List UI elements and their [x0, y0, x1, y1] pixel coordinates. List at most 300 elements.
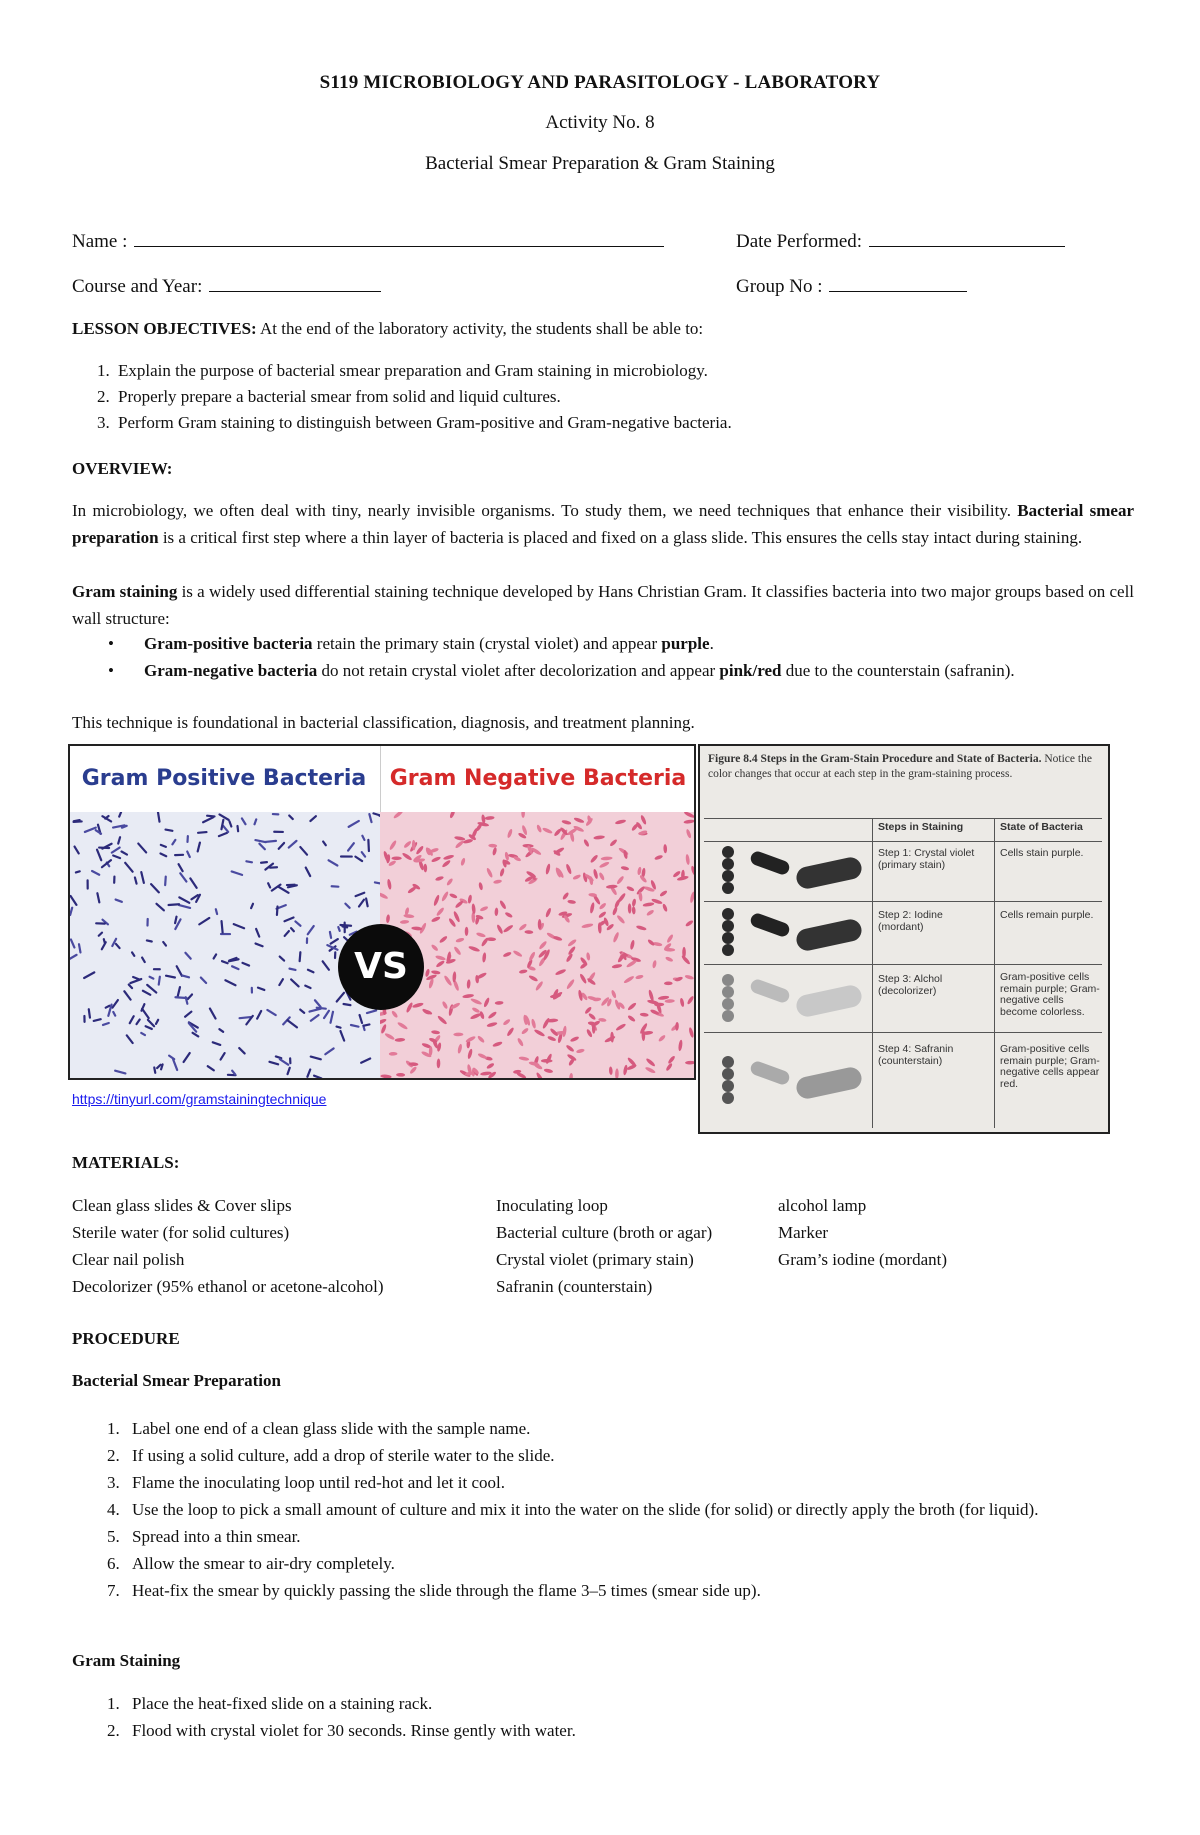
coccus-cell [722, 908, 734, 920]
gram-negative-cell [612, 906, 619, 916]
gram-positive-cell [257, 1011, 261, 1019]
gram-positive-cell [362, 852, 365, 857]
gram-negative-cell [612, 964, 623, 969]
gram-negative-cell [507, 828, 514, 838]
gram-negative-cell [493, 879, 502, 884]
gram-negative-cell [400, 920, 410, 925]
gram-negative-cell [667, 1055, 676, 1065]
figure-caption [708, 752, 1100, 782]
gram-positive-cell [113, 855, 120, 858]
gram-negative-cell [663, 844, 667, 853]
gram-negative-cell [616, 875, 625, 885]
gram-positive-cell [148, 1020, 154, 1026]
gram-negative-cell [397, 1021, 409, 1030]
gram-negative-cell [623, 975, 635, 984]
gram-negative-cell [588, 1012, 597, 1020]
gram-positive-cell [210, 1009, 216, 1019]
gram-negative-cell [454, 900, 464, 909]
material-item: Gram’s iodine (mordant) [778, 1250, 948, 1269]
gram-positive-cell [232, 966, 238, 969]
gram-negative-cell [589, 902, 595, 914]
overview-bold-term: Bacterial smear preparation [72, 501, 1134, 547]
gram-positive-cell [344, 1004, 351, 1005]
gram-negative-cell [547, 1035, 557, 1042]
gram-positive-cell [166, 830, 173, 831]
gram-negative-cell [593, 869, 599, 880]
gram-positive-cell [280, 957, 284, 961]
gram-negative-cell [453, 1033, 463, 1037]
gram-positive-cell [76, 871, 80, 872]
gram-positive-cell [288, 1068, 290, 1074]
overview-text: In microbiology, we often deal with tiny, nearly invisible organisms. To study them, we need techniques that enhance their visibility. [72, 501, 1018, 520]
gram-negative-cell [598, 911, 607, 919]
gram-positive-cell [225, 980, 235, 985]
material-item: alcohol lamp [778, 1196, 867, 1215]
gram-positive-cell [142, 1009, 148, 1018]
gram-negative-cell [380, 1074, 392, 1078]
gram-negative-cell [598, 872, 605, 881]
gram-positive-cell [124, 991, 130, 999]
gram-positive-cell [345, 904, 349, 908]
bullet-gram-negative [108, 657, 1200, 684]
gram-negative-cell [519, 969, 528, 974]
gram-positive-cell [147, 940, 152, 941]
gram-positive-cell [232, 1071, 235, 1075]
gram-negative-cell [499, 868, 505, 877]
procedure-step: 1. Label one end of a clean glass slide with the sample name. [124, 1415, 1186, 1442]
gram-negative-cell [640, 814, 647, 825]
gram-negative-cell [436, 907, 445, 917]
gram-negative-cell [431, 856, 442, 863]
gram-positive-cell [185, 953, 190, 959]
coccus-cell [722, 974, 734, 986]
overview-bold-term: Gram staining [72, 582, 178, 601]
gram-negative-cell [535, 1072, 544, 1078]
gram-positive-cell [337, 1027, 341, 1028]
gram-negative-cell [431, 970, 441, 975]
bullet-bold: purple [661, 634, 710, 653]
gram-positive-cell [207, 816, 214, 817]
coccus-cell [722, 944, 734, 956]
gram-positive-cell [361, 1059, 370, 1063]
gram-negative-cell [395, 1038, 406, 1042]
gram-negative-cell [688, 1027, 694, 1038]
coccus-cell [722, 1092, 734, 1104]
materials-column-2 [496, 1192, 712, 1300]
gram-negative-cell [535, 980, 544, 991]
gram-negative-cell [503, 951, 512, 958]
objectives-intro-text: At the end of the laboratory activity, the students shall be able to: [256, 319, 704, 338]
figure-step-2: Step 2: Iodine (mordant) [878, 909, 943, 933]
gram-positive-cell [186, 997, 188, 1004]
gram-positive-cell [324, 1011, 329, 1018]
gram-positive-cell [216, 909, 217, 914]
gram-negative-cell [446, 878, 454, 887]
gram-negative-cell [542, 1017, 551, 1029]
gram-negative-cell [467, 979, 471, 989]
gram-image-header [70, 746, 694, 813]
gram-negative-cell [626, 885, 635, 892]
gram-negative-cell [630, 940, 636, 950]
gram-positive-cell [362, 836, 364, 840]
gram-positive-cell [116, 900, 122, 902]
gram-negative-cell [486, 867, 494, 878]
gram-positive-cell [161, 845, 166, 847]
bullet-bold: Gram-negative bacteria [144, 661, 318, 680]
figure-col-steps: Steps in Staining [878, 821, 964, 833]
gram-positive-cell [133, 977, 139, 979]
course-year-label: Course and Year: [72, 276, 203, 297]
gram-positive-cell [85, 828, 96, 832]
gram-positive-cell [115, 1071, 125, 1074]
gram-positive-cell [106, 1006, 110, 1008]
gram-negative-cell [586, 1029, 593, 1038]
name-label: Name : [72, 231, 128, 252]
rod-cell [794, 983, 863, 1018]
gram-negative-cell [584, 1006, 592, 1015]
gram-negative-cell [389, 840, 398, 851]
procedure-step: 2. If using a solid culture, add a drop of sterile water to the slide. [124, 1442, 1186, 1469]
gram-negative-cell [685, 854, 690, 865]
gram-positive-cell [258, 988, 264, 990]
overview-heading: OVERVIEW: [72, 459, 173, 478]
gram-positive-cell [360, 1015, 362, 1023]
gram-positive-cell [177, 966, 182, 976]
gram-negative-cell [449, 812, 456, 819]
gram-negative-cell [488, 844, 497, 848]
gram-negative-cell [528, 974, 538, 982]
gram-positive-cell [330, 932, 331, 938]
gram-positive-cell [142, 958, 145, 963]
gram-negative-cell [626, 959, 638, 968]
gram-positive-cell [182, 976, 189, 978]
activity-title: Bacterial Smear Preparation & Gram Staining [425, 153, 775, 174]
gram-negative-cell [482, 952, 487, 962]
figure-table [704, 818, 1102, 1128]
gram-negative-cell [623, 1064, 628, 1075]
gram-negative-cell [606, 884, 618, 889]
gram-positive-cell [229, 821, 231, 826]
gram-negative-cell [462, 993, 474, 998]
gram-positive-cell [94, 1019, 101, 1021]
gram-negative-cell [690, 865, 694, 875]
gram-negative-cell [521, 812, 525, 818]
gram-positive-cell [79, 944, 80, 952]
gram-positive-cell [240, 1017, 251, 1018]
gram-negative-cell [686, 995, 694, 1005]
gram-negative-cell [645, 1066, 657, 1074]
gram-positive-cell [103, 1023, 109, 1025]
gram-negative-cell [662, 903, 668, 912]
procedure-step: 3. Flame the inoculating loop until red-hot and let it cool. [124, 1469, 1186, 1496]
activity-number: Activity No. 8 [545, 112, 655, 133]
gram-positive-cell [127, 1035, 133, 1043]
gram-negative-cell [561, 819, 571, 825]
gram-negative-cell [478, 882, 483, 891]
material-item: Bacterial culture (broth or agar) [496, 1223, 713, 1242]
gram-negative-cell [396, 1073, 405, 1077]
gram-positive-cell [185, 1012, 191, 1017]
gram-negative-cell [618, 847, 629, 856]
gram-negative-cell [665, 1062, 673, 1071]
gram-positive-cell [308, 970, 314, 972]
gram-positive-cell [158, 812, 160, 822]
smear-steps-list [72, 1415, 1186, 1604]
gram-negative-cell [479, 905, 488, 912]
gram-negative-cell [384, 1032, 395, 1041]
gram-negative-cell [435, 955, 446, 961]
gram-positive-cell [285, 931, 289, 936]
gram-negative-cell [430, 944, 438, 952]
bullet-icon: • [108, 634, 114, 653]
figure-step-1: Step 1: Crystal violet (primary stain) [878, 847, 975, 871]
gram-negative-cell [576, 1048, 585, 1054]
gram-positive-cell [311, 1057, 321, 1060]
gram-negative-cell [565, 1044, 575, 1053]
gram-negative-cell [675, 1022, 679, 1031]
vs-badge: VS [338, 924, 424, 1010]
reference-link[interactable]: https://tinyurl.com/gramstainingtechnique [72, 1091, 327, 1107]
gram-negative-cell [665, 956, 674, 963]
gram-negative-cell [483, 997, 490, 1008]
gram-negative-cell [567, 938, 577, 947]
gram-negative-cell [387, 879, 392, 890]
gram-negative-cell [555, 968, 567, 976]
objectives-list [72, 358, 1114, 436]
gram-positive-cell [179, 897, 189, 902]
gram-negative-cell [393, 812, 404, 819]
gram-positive-cell [261, 862, 267, 863]
procedure-step: 6. Allow the smear to air-dry completely. [124, 1550, 1186, 1577]
material-item: Decolorizer (95% ethanol or acetone-alcohol) [72, 1277, 384, 1296]
gram-positive-cell [259, 844, 264, 850]
gram-positive-cell [311, 1015, 319, 1021]
gram-negative-cell [380, 891, 389, 900]
gram-negative-cell [637, 867, 642, 876]
gram-negative-cell [610, 1032, 614, 1043]
gram-positive-cell [289, 816, 293, 819]
gram-positive-cell [242, 963, 249, 966]
gram-positive-cell [160, 853, 166, 856]
gram-positive-cell [279, 979, 283, 985]
gram-negative-cell [684, 974, 694, 980]
gram-steps-list [72, 1690, 1186, 1744]
gram-positive-cell [265, 841, 276, 842]
gram-negative-cell [685, 919, 694, 927]
gram-positive-cell [314, 1076, 321, 1078]
objectives-heading: LESSON OBJECTIVES: [72, 319, 257, 338]
gram-positive-cell [89, 1009, 90, 1017]
gram-negative-cell [452, 971, 456, 982]
gram-negative-cell [401, 852, 412, 861]
gram-negative-cell [455, 937, 464, 943]
gram-positive-cell [300, 952, 301, 961]
gram-negative-cell [499, 900, 507, 910]
gram-positive-cell [306, 868, 310, 877]
gram-positive-cell [219, 833, 227, 836]
figure-step-4: Step 4: Safranin (counterstain) [878, 1043, 954, 1067]
gram-positive-cell [221, 820, 223, 829]
gram-negative-cell [534, 1028, 546, 1037]
gram-positive-cell [102, 942, 106, 949]
gram-negative-cell [569, 1073, 573, 1078]
coccus-cell [722, 1056, 734, 1068]
gram-negative-cell [682, 947, 686, 958]
gram-positive-cell [310, 816, 315, 821]
gram-negative-cell [538, 919, 542, 930]
gram-positive-cell [295, 921, 300, 925]
materials-heading: MATERIALS: [72, 1153, 180, 1172]
gram-negative-cell [457, 1044, 463, 1054]
group-blank[interactable] [829, 273, 967, 292]
gram-negative-cell [448, 917, 457, 927]
date-label: Date Performed: [736, 231, 863, 252]
figure-state-4: Gram-positive cells remain purple; Gram-negative cells appear red. [1000, 1043, 1100, 1090]
gram-negative-cell [454, 836, 466, 842]
gram-positive-cell [338, 927, 339, 931]
gram-positive-cell [364, 1024, 370, 1025]
gram-negative-cell [666, 934, 674, 944]
gram-negative-cell [579, 973, 588, 984]
gram-negative-cell [405, 1002, 413, 1014]
gram-positive-cell [92, 871, 99, 875]
gram-positive-cell [122, 851, 127, 854]
gram-positive-cell [287, 1020, 296, 1027]
gram-positive-cell [156, 904, 163, 911]
procedure-step: 2. Flood with crystal violet for 30 seconds. Rinse gently with water. [124, 1717, 1186, 1744]
gram-negative-cell [467, 1048, 473, 1059]
gram-positive-cell [112, 1000, 117, 1008]
gram-negative-cell [437, 1059, 441, 1069]
gram-positive-cell [75, 847, 79, 854]
gram-negative-cell [454, 840, 464, 849]
gram-comparison-image [68, 744, 696, 1080]
overview-text: is a widely used differential staining technique developed by Hans Christian Gram. It classifies bacteria into two major groups based on cell wall structure: [72, 582, 1135, 628]
gram-negative-cell [615, 1068, 619, 1078]
bullet-bold: Gram-positive bacteria [144, 634, 313, 653]
gram-positive-cell [71, 896, 77, 905]
group-label: Group No : [736, 276, 823, 297]
gram-negative-cell [589, 854, 598, 864]
gram-negative-cell [443, 854, 455, 861]
gram-negative-cell [485, 816, 495, 820]
procedure-heading: PROCEDURE [72, 1329, 180, 1348]
gram-negative-cell [517, 1037, 525, 1047]
name-blank[interactable] [134, 228, 664, 247]
course-year-blank[interactable] [209, 273, 381, 292]
gram-negative-cell [586, 952, 591, 961]
gram-negative-cell [621, 866, 630, 871]
gram-negative-cell [536, 824, 543, 833]
gram-negative-cell [495, 1001, 504, 1005]
gram-negative-cell [583, 839, 590, 848]
gram-negative-cell [609, 1066, 613, 1075]
gram-negative-cell [683, 812, 694, 819]
gram-positive-cell [256, 944, 263, 947]
gram-negative-cell [572, 874, 581, 881]
gram-positive-cell [97, 893, 99, 902]
gram-negative-cell [544, 1068, 554, 1073]
gram-positive-cell [172, 840, 175, 845]
gram-positive-cell [222, 961, 228, 963]
gram-negative-cell [627, 1002, 637, 1011]
gram-negative-cell [601, 856, 613, 860]
gram-positive-cell [291, 979, 298, 986]
bacteria-cell-illustrations [704, 818, 872, 1128]
gram-positive-cell [119, 812, 121, 816]
figure-table-divider [872, 818, 873, 1128]
gram-positive-cell [355, 857, 362, 861]
gram-positive-cell [70, 955, 77, 960]
gram-negative-cell [545, 907, 552, 918]
gram-positive-cell [151, 884, 159, 892]
gram-negative-cell [468, 945, 480, 952]
materials-column-1 [72, 1192, 384, 1300]
gram-negative-cell [659, 890, 668, 898]
gram-negative-cell [524, 930, 533, 934]
gram-negative-cell [460, 857, 466, 866]
gram-negative-cell [437, 1015, 448, 1025]
gram-negative-cell [648, 989, 655, 1002]
gram-positive-cell [367, 1010, 376, 1013]
gram-positive-cell [150, 977, 154, 979]
figure-state-3: Gram-positive cells remain purple; Gram-negative cells become colorless. [1000, 971, 1100, 1018]
gram-negative-cell [565, 863, 572, 874]
gram-positive-micrograph-drawing [70, 812, 380, 1078]
gram-positive-cell [305, 986, 310, 988]
gram-bullets [72, 630, 1200, 684]
figure-table-divider [994, 818, 995, 1128]
gram-negative-cell [615, 1023, 626, 1032]
date-blank[interactable] [869, 228, 1065, 247]
gram-positive-cell [234, 924, 244, 928]
gram-negative-title: Gram Negative Bacteria [380, 746, 695, 812]
gram-negative-cell [380, 1018, 387, 1025]
gram-positive-cell [137, 1020, 140, 1025]
gram-positive-cell [208, 1066, 214, 1070]
overview-text: is a critical first step where a thin layer of bacteria is placed and fixed on a glass slide. This ensures the cells stay intact during staining. [158, 528, 1083, 547]
gram-positive-cell [116, 944, 120, 948]
gram-negative-cell [443, 975, 453, 987]
bullet-text: do not retain crystal violet after decolorization and appear [317, 661, 720, 680]
gram-positive-cell [251, 904, 253, 908]
figure-state-2: Cells remain purple. [1000, 909, 1094, 921]
materials-column-3 [778, 1192, 947, 1273]
gram-positive-cell [246, 861, 252, 862]
gram-negative-cell [612, 931, 620, 943]
coccus-cell [722, 858, 734, 870]
gram-negative-cell [617, 892, 627, 903]
gram-positive-cell [165, 877, 166, 886]
gram-negative-cell [412, 1002, 424, 1009]
gram-positive-micrograph [70, 812, 380, 1078]
gram-negative-cell [616, 914, 626, 924]
bullet-text: retain the primary stain (crystal violet) and appear [312, 634, 662, 653]
rod-cell [749, 850, 791, 877]
gram-positive-cell [323, 842, 326, 846]
gram-positive-title: Gram Positive Bacteria [81, 766, 367, 791]
material-item: Crystal violet (primary stain) [496, 1250, 694, 1269]
gram-negative-cell [470, 998, 482, 1006]
gram-positive-cell [179, 905, 190, 908]
gram-positive-cell [214, 954, 217, 958]
gram-positive-cell [113, 1012, 115, 1016]
gram-negative-cell [566, 978, 576, 989]
gram-negative-cell [609, 838, 618, 847]
gram-positive-cell [112, 848, 120, 853]
group-field [736, 273, 967, 298]
gram-negative-cell [439, 935, 449, 944]
